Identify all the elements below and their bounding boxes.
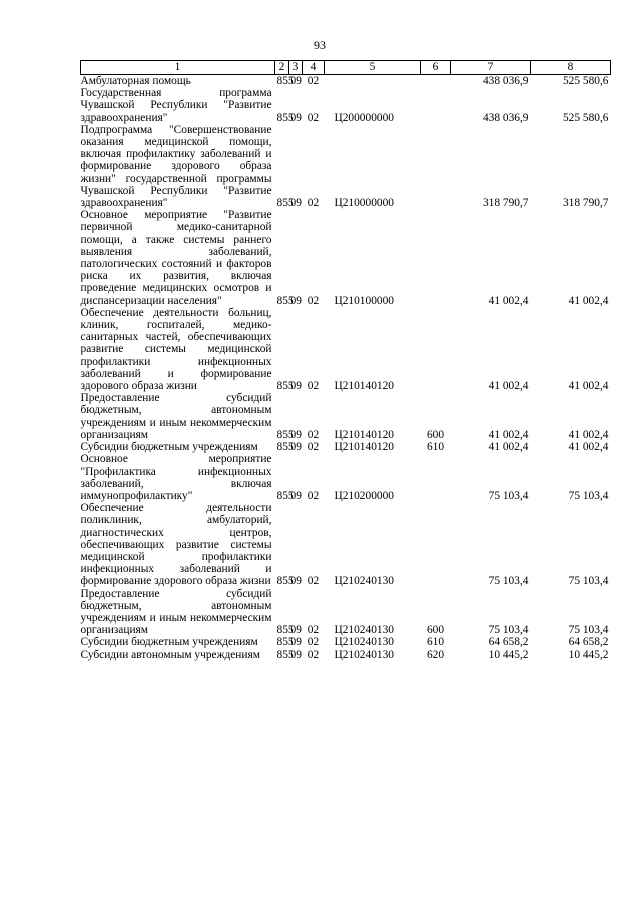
target-article-code: Ц210100000 (334, 294, 394, 307)
amount-year-2: 10 445,2 (568, 648, 609, 661)
amount-year-2: 41 002,4 (568, 380, 609, 393)
table-row (81, 502, 611, 587)
amount-year-1: 75 103,4 (488, 489, 529, 502)
row-name: Предоставление субсидий бюджетным, автономным учреждениям и иным некоммерческим организациям (80, 392, 272, 441)
section-code: 09 (290, 75, 302, 87)
amount-year-1: 75 103,4 (488, 624, 529, 637)
expense-type-code (421, 307, 451, 392)
table-row (81, 87, 611, 124)
subsection-code: 02 (307, 294, 320, 307)
table-row (81, 649, 611, 661)
amount-year-1: 10 445,2 (488, 648, 529, 661)
subsection-code: 02 (307, 111, 320, 124)
subsection-code: 02 (307, 380, 320, 393)
table-row (81, 307, 611, 392)
amount-year-2: 525 580,6 (562, 75, 609, 87)
expense-type-code: 600 (426, 428, 445, 441)
amount-year-2: 318 790,7 (562, 197, 609, 210)
section-code: 09 (290, 624, 302, 637)
section-code: 09 (290, 441, 302, 454)
target-article-code (325, 75, 421, 88)
table-body (81, 75, 611, 661)
table-row (81, 392, 611, 441)
expense-type-code: 620 (426, 648, 445, 661)
column-header: 2 (275, 61, 289, 75)
target-article-code: Ц200000000 (334, 111, 394, 124)
amount-year-2: 75 103,4 (568, 489, 609, 502)
ministry-code: 855 (276, 197, 294, 210)
ministry-code: 855 (276, 575, 294, 588)
section-code: 09 (290, 575, 302, 588)
ministry-code: 855 (276, 648, 294, 661)
target-article-code: Ц210140120 (334, 380, 394, 393)
target-article-code: Ц210140120 (334, 428, 394, 441)
amount-year-1: 318 790,7 (482, 197, 529, 210)
amount-year-2: 525 580,6 (562, 111, 609, 124)
ministry-code: 855 (276, 380, 294, 393)
ministry-code: 855 (276, 111, 294, 124)
amount-year-2: 64 658,2 (568, 636, 609, 649)
target-article-code: Ц210000000 (334, 197, 394, 210)
subsection-code: 02 (307, 636, 320, 649)
section-code: 09 (290, 489, 302, 502)
budget-table (80, 60, 611, 661)
amount-year-1: 438 036,9 (482, 75, 529, 87)
ministry-code: 855 (276, 624, 294, 637)
section-code: 09 (290, 380, 302, 393)
column-header: 6 (421, 61, 451, 75)
amount-year-1: 75 103,4 (488, 575, 529, 588)
amount-year-2: 41 002,4 (568, 428, 609, 441)
ministry-code: 855 (276, 75, 294, 87)
table-row (81, 209, 611, 307)
expense-type-code (421, 453, 451, 502)
subsection-code: 02 (307, 624, 320, 637)
table-row (81, 75, 611, 88)
column-header: 3 (289, 61, 303, 75)
row-name: Субсидии бюджетным учреждениям (80, 441, 258, 454)
amount-year-1: 41 002,4 (488, 380, 529, 393)
row-name: Государственная программа Чувашской Республики "Развитие здравоохранения" (80, 87, 272, 124)
section-code: 09 (290, 197, 302, 210)
row-name: Предоставление субсидий бюджетным, автономным учреждениям и иным некоммерческим организациям (80, 587, 272, 637)
page-number: 93 (314, 38, 326, 52)
subsection-code: 02 (307, 197, 320, 210)
ministry-code: 855 (276, 636, 294, 649)
row-name: Субсидии автономным учреждениям (80, 648, 260, 661)
amount-year-1: 41 002,4 (488, 294, 529, 307)
table-row (81, 453, 611, 502)
column-header: 7 (451, 61, 531, 75)
target-article-code: Ц210240130 (334, 575, 394, 588)
amount-year-2: 75 103,4 (568, 575, 609, 588)
expense-type-code: 610 (426, 636, 445, 649)
row-name: Амбулаторная помощь (80, 75, 191, 87)
target-article-code: Ц210240130 (334, 648, 394, 661)
expense-type-code (421, 209, 451, 307)
row-name: Обеспечение деятельности больниц, клиник, госпиталей, медико-санитарных частей, обеспечивающих развитие системы медицинской профилактики инфекционных заболеваний и формирование здорового образа жизни (80, 306, 272, 393)
row-name: Субсидии бюджетным учреждениям (80, 636, 258, 649)
expense-type-code (421, 502, 451, 587)
header-row (81, 61, 611, 75)
subsection-code: 02 (307, 648, 320, 661)
amount-year-2: 75 103,4 (568, 624, 609, 637)
expense-type-code (421, 124, 451, 209)
target-article-code: Ц210200000 (334, 489, 394, 502)
table-row (81, 588, 611, 637)
section-code: 09 (290, 111, 302, 124)
target-article-code: Ц210240130 (334, 624, 394, 637)
ministry-code: 855 (276, 428, 294, 441)
amount-year-1: 41 002,4 (488, 441, 529, 454)
subsection-code: 02 (307, 75, 320, 87)
subsection-code: 02 (307, 575, 320, 588)
ministry-code: 855 (276, 441, 294, 454)
section-code: 09 (290, 636, 302, 649)
column-header: 5 (325, 61, 421, 75)
section-code: 09 (290, 428, 302, 441)
table-row (81, 636, 611, 648)
expense-type-code (421, 75, 451, 88)
column-header: 8 (531, 61, 611, 75)
section-code: 09 (290, 294, 302, 307)
target-article-code: Ц210140120 (334, 441, 394, 454)
expense-type-code (421, 87, 451, 124)
column-header: 4 (303, 61, 325, 75)
table-row (81, 124, 611, 209)
ministry-code: 855 (276, 294, 294, 307)
column-header: 1 (81, 61, 275, 75)
table-header (81, 61, 611, 75)
target-article-code: Ц210240130 (334, 636, 394, 649)
section-code: 09 (290, 648, 302, 661)
row-name: Основное мероприятие "Развитие первичной медико-санитарной помощи, а также системы раннего выявления заболеваний, патологических состояний и факторов риска их развития, включая проведение медицинских осмотров и диспансеризации населения" (80, 209, 272, 307)
amount-year-2: 41 002,4 (568, 294, 609, 307)
row-name: Подпрограмма "Совершенствование оказания медицинской помощи, включая профилактику заболеваний и формирование здорового образа жизни" государственной программы Чувашской Республики "Развитие здравоохранения" (80, 123, 272, 210)
amount-year-1: 438 036,9 (482, 111, 529, 124)
amount-year-1: 64 658,2 (488, 636, 529, 649)
ministry-code: 855 (276, 489, 294, 502)
subsection-code: 02 (307, 441, 320, 454)
expense-type-code: 600 (426, 624, 445, 637)
amount-year-2: 41 002,4 (568, 441, 609, 454)
subsection-code: 02 (307, 428, 320, 441)
expense-type-code: 610 (426, 441, 445, 454)
subsection-code: 02 (307, 489, 320, 502)
row-name: Обеспечение деятельности поликлиник, амбулаторий, диагностических центров, обеспечивающих развитие системы медицинской профилактики инфекционных заболеваний и формирование здорового образа жизни (80, 502, 272, 588)
row-name: Основное мероприятие "Профилактика инфекционных заболеваний, включая иммунопрофилактику" (80, 453, 272, 502)
table-row (81, 441, 611, 453)
amount-year-1: 41 002,4 (488, 428, 529, 441)
